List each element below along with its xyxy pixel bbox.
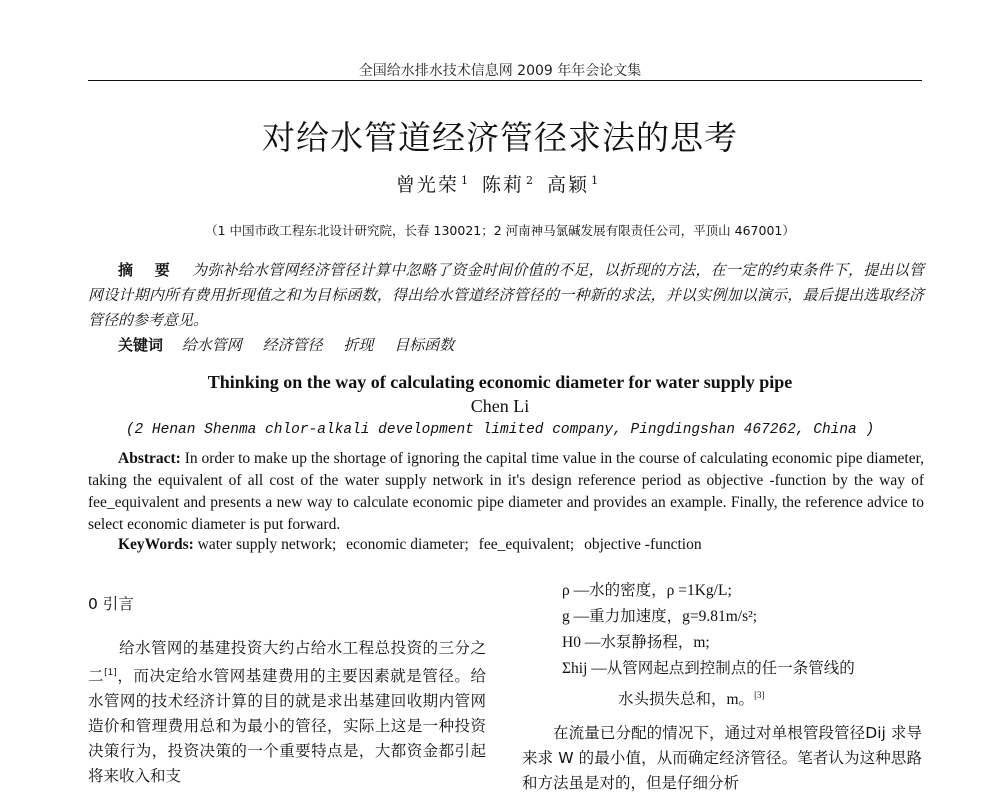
abstract-label-cn: 摘 要 <box>118 261 178 279</box>
body-paragraph: 在流量已分配的情况下，通过对单根管段管径Dij 求导来求 W 的最小值，从而确定经济管径。笔者认为这种思路和方法虽是对的，但是仔细分析 <box>522 724 922 793</box>
symbol-desc: —从管网起点到控制点的任一条管线的 <box>591 660 855 677</box>
header-rule <box>88 80 922 81</box>
symbol: H0 <box>562 634 581 651</box>
keyword-item: fee_equivalent; <box>478 536 575 553</box>
keywords-en <box>118 536 918 554</box>
keyword-item: water supply network; <box>197 536 337 553</box>
symbol: ρ <box>562 582 570 599</box>
abstract-cn <box>88 258 924 333</box>
author-affil-mark: 1 <box>460 173 468 187</box>
paper-title-cn: 对给水管道经济管径求法的思考 <box>262 118 738 157</box>
abstract-en <box>88 448 924 536</box>
symbol-desc: —水的密度，ρ =1Kg/L; <box>573 582 732 599</box>
author-list-cn <box>0 170 1000 197</box>
keyword-item: 折现 <box>343 336 374 354</box>
paper-title-en: Thinking on the way of calculating economic diameter for water supply pipe <box>207 372 793 392</box>
affiliation-cn: （1 中国市政工程东北设计研究院，长春 130021；2 河南神马氯碱发展有限责任公司，平顶山 467001） <box>205 223 795 238</box>
author-affil-mark: 1 <box>591 173 599 187</box>
affiliation-en: (2 Henan Shenma chlor-alkali development limited company, Pingdingshan 467262, China ) <box>125 422 875 438</box>
symbol-desc: —水泵静扬程，m; <box>584 634 710 651</box>
symbol-definition <box>522 604 922 630</box>
symbol-definition <box>522 630 922 656</box>
symbol: g <box>562 608 570 625</box>
section-heading: 0 引言 <box>88 595 134 613</box>
author-name: 高颖 <box>547 174 590 196</box>
body-right-column <box>522 578 922 796</box>
author-en: Chen Li <box>470 396 530 416</box>
author-name: 曾光荣 <box>395 174 459 196</box>
symbol-desc: 水头损失总和，m。 <box>618 691 755 709</box>
keyword-item: 给水管网 <box>181 336 242 354</box>
running-header: 全国给水排水技术信息网 2009 年年会论文集 <box>358 63 642 79</box>
symbol-definition <box>522 656 922 682</box>
intro-text: 给水管网的基建投资大约占给水工程总投资的三分之二 <box>88 639 486 686</box>
author-name: 陈莉 <box>481 174 524 196</box>
keywords-label-en: KeyWords: <box>118 536 194 553</box>
symbol-desc: —重力加速度，g=9.81m/s²; <box>573 608 758 625</box>
intro-paragraph <box>88 636 486 789</box>
keyword-item: objective -function <box>584 536 702 553</box>
symbol: Σhij <box>562 660 588 677</box>
abstract-text-cn: 为弥补给水管网经济管径计算中忽略了资金时间价值的不足，以折现的方法，在一定的约束条件下，提出以管网设计期内所有费用折现值之和为目标函数，得出给水管道经济管径的一种新的求法，并以实例加以演示，最后提出选取经济管径的参考意见。 <box>88 261 924 329</box>
keyword-item: 目标函数 <box>394 336 455 354</box>
intro-text: ，而决定给水管网基建费用的主要因素就是管径。给水管网的技术经济计算的目的就是求出基建回收期内管网造价和管理费用总和为最小的管径，实际上这是一种投资决策行为，投资决策的一个重要特点是，大都资金都引起将来收入和支 <box>88 667 486 786</box>
symbol-definition <box>522 578 922 604</box>
symbol-definition-continued <box>522 682 922 713</box>
keyword-item: economic diameter; <box>346 536 469 553</box>
abstract-text-en: In order to make up the shortage of ignoring the capital time value in the course of calculating economic pipe diameter, taking the equivalent of all cost of the water supply network in it's design reference period as objective -function by the way of fee_equivalent and presents a new way to calculate economic pipe diameter and provides an example. Finally, the reference advice to select economic diameter is put forward. <box>88 450 925 533</box>
keyword-item: 经济管径 <box>262 336 323 354</box>
keywords-label-cn: 关键词 <box>118 336 164 354</box>
abstract-label-en: Abstract: <box>118 450 181 467</box>
keywords-cn <box>118 334 918 355</box>
citation-ref: [3] <box>754 690 765 700</box>
citation-ref: [1] <box>104 668 117 678</box>
author-affil-mark: 2 <box>526 173 533 187</box>
